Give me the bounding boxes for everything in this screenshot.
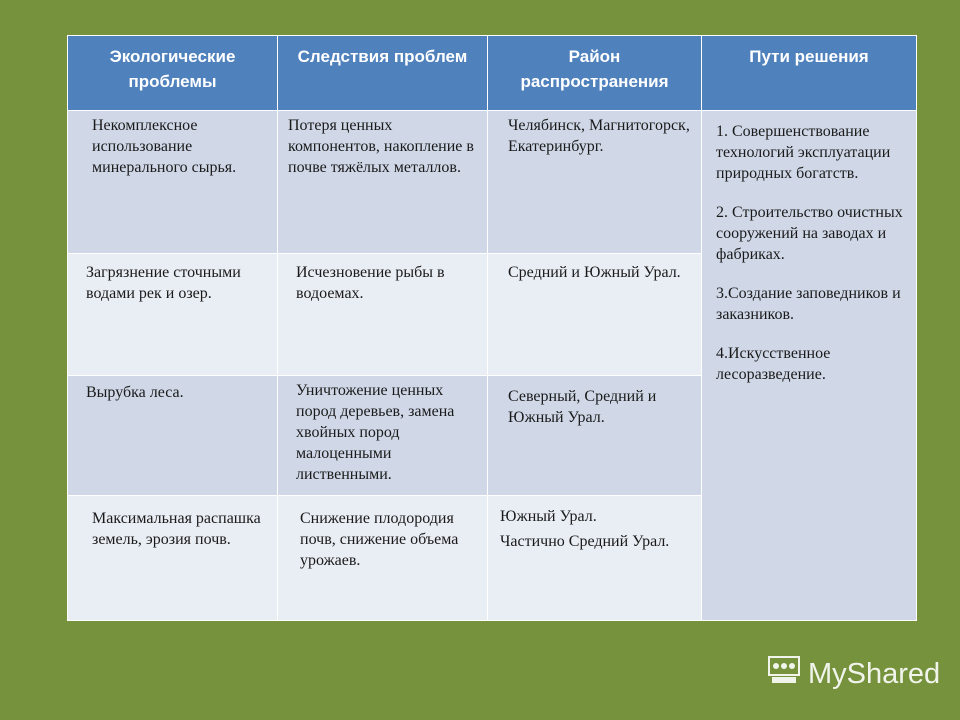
watermark-logo <box>766 654 940 694</box>
region-cell <box>488 254 702 376</box>
classroom-icon <box>766 654 808 694</box>
solution-item: 1. Совершенствование технологий эксплуатации природных богатств. <box>716 123 891 182</box>
consequence-cell <box>278 254 488 376</box>
problem-cell <box>68 496 278 621</box>
consequence-text: Уничтожение ценных пород деревьев, замена хвойных пород малоценными лиственными. <box>296 382 455 483</box>
problem-text: Вырубка леса. <box>86 384 184 401</box>
region-text: Южный Урал. <box>500 508 597 525</box>
solution-item: 2. Строительство очистных сооружений на заводах и фабриках. <box>716 204 903 263</box>
header-region: Район распространения <box>488 36 702 111</box>
region-text: Челябинск, Магнитогорск, Екатеринбург. <box>508 117 690 155</box>
problem-text: Загрязнение сточными водами рек и озер. <box>86 264 241 302</box>
region-cell <box>488 111 702 254</box>
header-consequences: Следствия проблем <box>278 36 488 111</box>
region-text: Средний и Южный Урал. <box>508 264 681 281</box>
header-problems: Экологические проблемы <box>68 36 278 111</box>
problem-cell <box>68 254 278 376</box>
consequence-text: Снижение плодородия почв, снижение объема урожаев. <box>300 510 459 569</box>
consequence-text: Потеря ценных компонентов, накопление в почве тяжёлых металлов. <box>288 117 474 176</box>
header-solutions: Пути решения <box>702 36 917 111</box>
problem-cell <box>68 111 278 254</box>
region-cell <box>488 376 702 496</box>
watermark-text: MyShared <box>808 657 941 690</box>
solution-item: 3.Создание заповедников и заказников. <box>716 285 901 323</box>
consequence-cell <box>278 111 488 254</box>
problem-cell <box>68 376 278 496</box>
ecology-table <box>67 35 917 621</box>
consequence-text: Исчезновение рыбы в водоемах. <box>296 264 445 302</box>
table-row <box>68 111 917 254</box>
problem-text: Максимальная распашка земель, эрозия почв. <box>92 510 261 548</box>
region-text: Северный, Средний и Южный Урал. <box>508 388 657 426</box>
consequence-cell <box>278 376 488 496</box>
problem-text: Некомплексное использование минерального сырья. <box>92 117 237 176</box>
consequence-cell <box>278 496 488 621</box>
region-cell <box>488 496 702 621</box>
solutions-cell <box>702 111 917 621</box>
solution-item: 4.Искусственное лесоразведение. <box>716 345 831 383</box>
header-row <box>68 36 917 111</box>
region-extra-text: Частично Средний Урал. <box>500 533 670 550</box>
